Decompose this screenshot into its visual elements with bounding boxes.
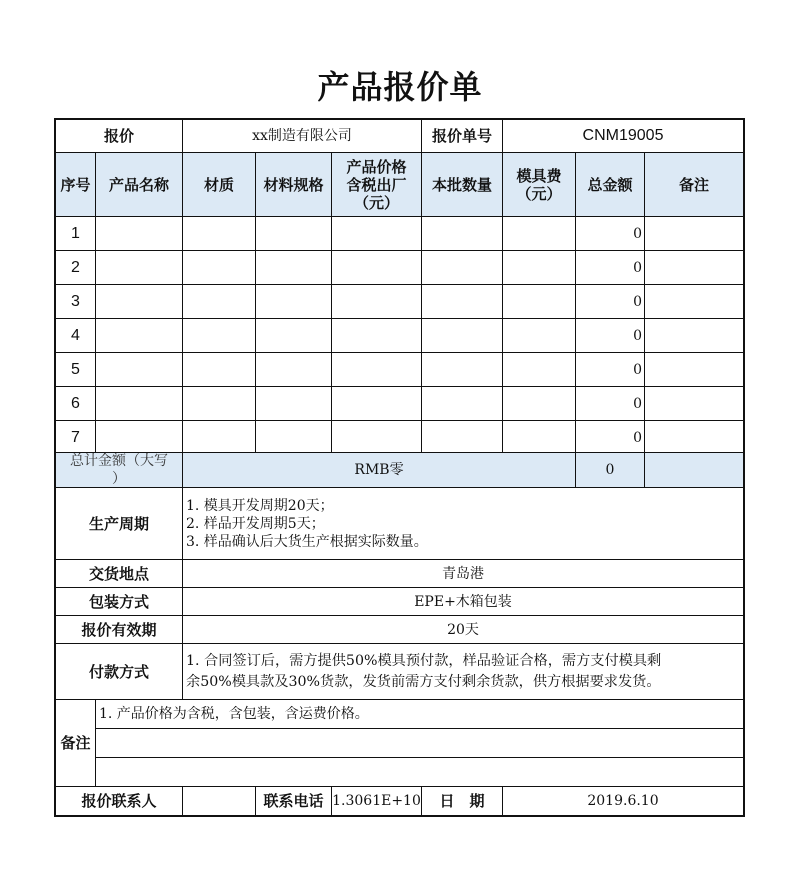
col-mold bbox=[502, 152, 576, 217]
row-1-spec[interactable] bbox=[255, 216, 332, 251]
payment-value[interactable] bbox=[182, 643, 744, 700]
col-mold-line2: （元） bbox=[516, 184, 562, 203]
validity-label: 报价有效期 bbox=[55, 615, 183, 644]
row-2-total[interactable]: 0 bbox=[575, 250, 645, 285]
packing-label: 包装方式 bbox=[55, 587, 183, 616]
row-3-seq[interactable]: 3 bbox=[55, 284, 96, 319]
row-5-seq[interactable]: 5 bbox=[55, 352, 96, 387]
quote-company[interactable]: xx制造有限公司 bbox=[182, 119, 422, 153]
row-7-spec[interactable] bbox=[255, 420, 332, 455]
payment-line1: 1. 合同签订后，需方提供50%模具预付款，样品验证合格，需方支付模具剩 bbox=[186, 652, 662, 669]
row-4-spec[interactable] bbox=[255, 318, 332, 353]
row-2-qty[interactable] bbox=[421, 250, 503, 285]
row-2-mold[interactable] bbox=[502, 250, 576, 285]
row-1-note[interactable] bbox=[644, 216, 744, 251]
row-3-note[interactable] bbox=[644, 284, 744, 319]
phone-value[interactable]: 1.3061E+10 bbox=[331, 786, 422, 816]
row-2-spec[interactable] bbox=[255, 250, 332, 285]
row-4-price[interactable] bbox=[331, 318, 422, 353]
summary-blank[interactable] bbox=[644, 452, 744, 488]
row-5-name[interactable] bbox=[95, 352, 183, 387]
date-label: 日 期 bbox=[421, 786, 503, 816]
row-7-seq[interactable]: 7 bbox=[55, 420, 96, 455]
row-6-name[interactable] bbox=[95, 386, 183, 421]
row-2-note[interactable] bbox=[644, 250, 744, 285]
date-value[interactable]: 2019.6.10 bbox=[502, 786, 744, 816]
row-1-price[interactable] bbox=[331, 216, 422, 251]
delivery-label: 交货地点 bbox=[55, 559, 183, 588]
row-5-note[interactable] bbox=[644, 352, 744, 387]
quote-label: 报价 bbox=[55, 119, 183, 153]
row-4-material[interactable] bbox=[182, 318, 256, 353]
row-2-material[interactable] bbox=[182, 250, 256, 285]
row-1-total[interactable]: 0 bbox=[575, 216, 645, 251]
summary-label-line2: ） bbox=[112, 471, 126, 487]
quote-no[interactable]: CNM19005 bbox=[502, 119, 744, 153]
summary-label bbox=[55, 452, 183, 488]
row-4-total[interactable]: 0 bbox=[575, 318, 645, 353]
summary-label-line1: 总计金额（大写 bbox=[70, 453, 168, 469]
remarks-line1[interactable]: 1. 产品价格为含税，含包装，含运费价格。 bbox=[95, 699, 744, 729]
col-name: 产品名称 bbox=[95, 152, 183, 217]
row-6-seq[interactable]: 6 bbox=[55, 386, 96, 421]
row-3-spec[interactable] bbox=[255, 284, 332, 319]
col-price-line1: 产品价格 bbox=[346, 157, 407, 176]
payment-line2: 余50%模具款及30%货款，发货前需方支付剩余货款，供方根据要求发货。 bbox=[186, 673, 661, 690]
col-spec: 材料规格 bbox=[255, 152, 332, 217]
contact-value[interactable] bbox=[182, 786, 256, 816]
payment-label: 付款方式 bbox=[55, 643, 183, 700]
row-5-price[interactable] bbox=[331, 352, 422, 387]
page-title: 产品报价单 bbox=[317, 68, 483, 106]
row-4-note[interactable] bbox=[644, 318, 744, 353]
row-5-material[interactable] bbox=[182, 352, 256, 387]
production-value[interactable] bbox=[182, 487, 744, 560]
row-1-material[interactable] bbox=[182, 216, 256, 251]
row-5-mold[interactable] bbox=[502, 352, 576, 387]
production-line1: 1. 模具开发周期20天； bbox=[186, 497, 334, 514]
row-7-material[interactable] bbox=[182, 420, 256, 455]
production-line2: 2. 样品开发周期5天； bbox=[186, 515, 325, 532]
row-3-name[interactable] bbox=[95, 284, 183, 319]
row-7-total[interactable]: 0 bbox=[575, 420, 645, 455]
row-6-spec[interactable] bbox=[255, 386, 332, 421]
row-3-material[interactable] bbox=[182, 284, 256, 319]
remarks-line3[interactable] bbox=[95, 757, 744, 787]
row-6-price[interactable] bbox=[331, 386, 422, 421]
col-total: 总金额 bbox=[575, 152, 645, 217]
quote-no-label: 报价单号 bbox=[421, 119, 503, 153]
row-4-seq[interactable]: 4 bbox=[55, 318, 96, 353]
row-7-name[interactable] bbox=[95, 420, 183, 455]
row-7-qty[interactable] bbox=[421, 420, 503, 455]
row-7-mold[interactable] bbox=[502, 420, 576, 455]
production-label: 生产周期 bbox=[55, 487, 183, 560]
row-6-qty[interactable] bbox=[421, 386, 503, 421]
row-1-mold[interactable] bbox=[502, 216, 576, 251]
row-5-total[interactable]: 0 bbox=[575, 352, 645, 387]
col-seq: 序号 bbox=[55, 152, 96, 217]
packing-value[interactable]: EPE+木箱包装 bbox=[182, 587, 744, 616]
col-material: 材质 bbox=[182, 152, 256, 217]
remarks-line2[interactable] bbox=[95, 728, 744, 758]
row-3-total[interactable]: 0 bbox=[575, 284, 645, 319]
row-6-material[interactable] bbox=[182, 386, 256, 421]
row-6-mold[interactable] bbox=[502, 386, 576, 421]
phone-label: 联系电话 bbox=[255, 786, 332, 816]
remarks-label: 备注 bbox=[55, 699, 96, 787]
row-6-total[interactable]: 0 bbox=[575, 386, 645, 421]
col-qty: 本批数量 bbox=[421, 152, 503, 217]
row-1-seq[interactable]: 1 bbox=[55, 216, 96, 251]
col-price bbox=[331, 152, 422, 217]
contact-label: 报价联系人 bbox=[55, 786, 183, 816]
col-note: 备注 bbox=[644, 152, 744, 217]
production-line3: 3. 样品确认后大货生产根据实际数量。 bbox=[186, 533, 428, 550]
row-4-name[interactable] bbox=[95, 318, 183, 353]
row-7-note[interactable] bbox=[644, 420, 744, 455]
row-5-spec[interactable] bbox=[255, 352, 332, 387]
row-4-mold[interactable] bbox=[502, 318, 576, 353]
row-7-price[interactable] bbox=[331, 420, 422, 455]
validity-value[interactable]: 20天 bbox=[182, 615, 744, 644]
row-1-name[interactable] bbox=[95, 216, 183, 251]
row-6-note[interactable] bbox=[644, 386, 744, 421]
col-price-line2: 含税出厂 bbox=[346, 175, 407, 194]
row-2-name[interactable] bbox=[95, 250, 183, 285]
row-3-price[interactable] bbox=[331, 284, 422, 319]
col-price-line3: （元） bbox=[353, 193, 399, 212]
row-2-price[interactable] bbox=[331, 250, 422, 285]
row-3-qty[interactable] bbox=[421, 284, 503, 319]
summary-amount[interactable]: 0 bbox=[575, 452, 645, 488]
row-2-seq[interactable]: 2 bbox=[55, 250, 96, 285]
col-mold-line1: 模具费 bbox=[516, 166, 562, 185]
row-1-qty[interactable] bbox=[421, 216, 503, 251]
row-3-mold[interactable] bbox=[502, 284, 576, 319]
row-5-qty[interactable] bbox=[421, 352, 503, 387]
summary-amount-text[interactable]: RMB零 bbox=[182, 452, 576, 488]
row-4-qty[interactable] bbox=[421, 318, 503, 353]
delivery-value[interactable]: 青岛港 bbox=[182, 559, 744, 588]
